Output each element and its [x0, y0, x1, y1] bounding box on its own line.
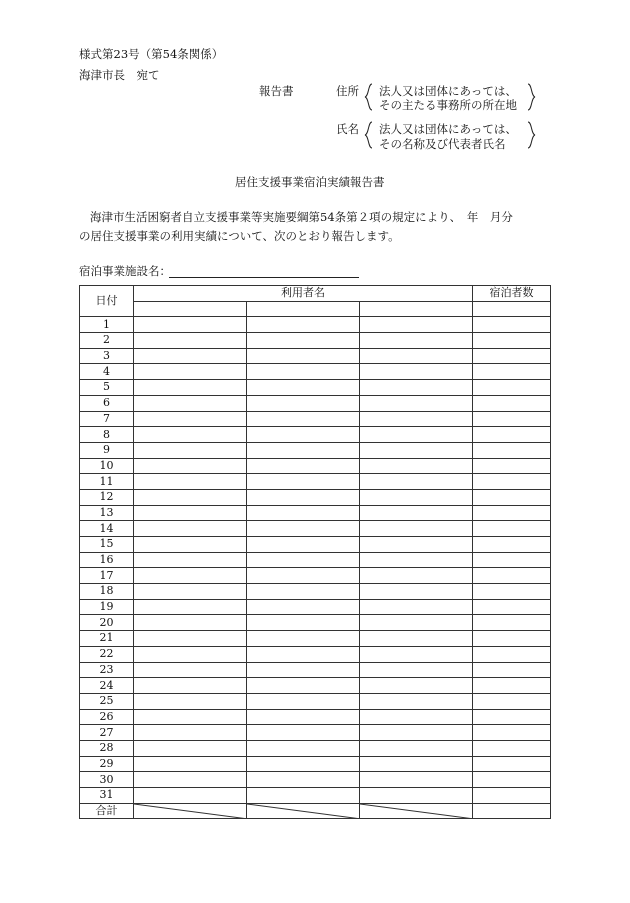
user-name-cell[interactable]: [360, 584, 473, 600]
table-row: [80, 646, 551, 662]
user-name-cell[interactable]: [247, 364, 360, 380]
user-name-cell[interactable]: [360, 411, 473, 427]
user-name-cell[interactable]: [134, 505, 247, 521]
user-name-cell[interactable]: [360, 364, 473, 380]
guest-count-cell[interactable]: [473, 380, 551, 396]
total-label: 合計: [80, 803, 134, 819]
user-name-cell[interactable]: [134, 427, 247, 443]
user-name-cell[interactable]: [360, 333, 473, 349]
addressee: 海津市長 宛て: [79, 68, 160, 82]
table-row: [80, 489, 551, 505]
address-left-brace: [364, 83, 373, 111]
guest-count-cell[interactable]: [473, 348, 551, 364]
guest-count-cell[interactable]: [473, 364, 551, 380]
user-name-cell[interactable]: [247, 615, 360, 631]
user-name-cell[interactable]: [134, 740, 247, 756]
user-name-cell[interactable]: [247, 678, 360, 694]
guest-count-cell[interactable]: [473, 584, 551, 600]
day-number: 28: [80, 740, 134, 756]
name-left-brace: [364, 121, 373, 149]
user-name-cell[interactable]: [134, 317, 247, 333]
table-row: [80, 631, 551, 647]
user-name-cell[interactable]: [360, 678, 473, 694]
user-name-cell[interactable]: [134, 772, 247, 788]
guest-count-cell[interactable]: [473, 678, 551, 694]
user-name-cell[interactable]: [247, 348, 360, 364]
table-row: [80, 584, 551, 600]
facility-name-line[interactable]: [169, 277, 359, 278]
user-name-cell[interactable]: [134, 693, 247, 709]
day-number: 23: [80, 662, 134, 678]
table-row: [80, 521, 551, 537]
day-number: 26: [80, 709, 134, 725]
user-name-cell[interactable]: [134, 709, 247, 725]
guests-subcell: [473, 301, 551, 317]
user-name-cell[interactable]: [247, 725, 360, 741]
user-name-cell[interactable]: [360, 427, 473, 443]
day-number: 22: [80, 646, 134, 662]
user-name-cell[interactable]: [360, 788, 473, 804]
address-note-2: その主たる事務所の所在地: [379, 98, 517, 112]
day-number: 27: [80, 725, 134, 741]
name-note-2: その名称及び代表者氏名: [379, 137, 506, 151]
col-users-header: 利用者名: [134, 286, 473, 302]
table-row: [80, 411, 551, 427]
guest-count-cell[interactable]: [473, 552, 551, 568]
user-name-cell[interactable]: [247, 505, 360, 521]
table-row: [80, 474, 551, 490]
day-number: 5: [80, 380, 134, 396]
user-name-cell[interactable]: [134, 521, 247, 537]
table-row: [80, 364, 551, 380]
guest-count-cell[interactable]: [473, 662, 551, 678]
guest-count-cell[interactable]: [473, 693, 551, 709]
user-name-cell[interactable]: [360, 474, 473, 490]
guest-count-cell[interactable]: [473, 474, 551, 490]
total-user-cell: [247, 803, 360, 819]
user-name-cell[interactable]: [247, 788, 360, 804]
user-name-cell[interactable]: [247, 599, 360, 615]
user-name-cell[interactable]: [134, 646, 247, 662]
user-name-cell[interactable]: [360, 458, 473, 474]
day-number: 14: [80, 521, 134, 537]
address-note-1: 法人又は団体にあっては、: [379, 84, 517, 98]
guest-count-cell[interactable]: [473, 442, 551, 458]
total-guests-cell[interactable]: [473, 803, 551, 819]
user-name-cell[interactable]: [134, 380, 247, 396]
user-name-cell[interactable]: [360, 662, 473, 678]
address-right-brace: [527, 83, 536, 111]
table-row: [80, 505, 551, 521]
user-name-cell[interactable]: [247, 740, 360, 756]
col-guests-header: 宿泊者数: [473, 286, 551, 302]
user-name-cell[interactable]: [134, 725, 247, 741]
user-name-cell[interactable]: [360, 631, 473, 647]
col-date-header: 日付: [80, 286, 134, 317]
user-name-cell[interactable]: [134, 348, 247, 364]
user-name-cell[interactable]: [360, 568, 473, 584]
user-name-cell[interactable]: [247, 772, 360, 788]
user-name-cell[interactable]: [134, 537, 247, 553]
guest-count-cell[interactable]: [473, 505, 551, 521]
user-name-cell[interactable]: [247, 427, 360, 443]
guest-count-cell[interactable]: [473, 788, 551, 804]
table-row: [80, 740, 551, 756]
total-user-cell: [134, 803, 247, 819]
table-body: [80, 317, 551, 803]
user-name-cell[interactable]: [360, 537, 473, 553]
day-number: 30: [80, 772, 134, 788]
user-name-cell[interactable]: [360, 552, 473, 568]
table-row: [80, 693, 551, 709]
user-name-cell[interactable]: [134, 395, 247, 411]
user-name-cell[interactable]: [360, 725, 473, 741]
table-row: [80, 537, 551, 553]
guest-count-cell[interactable]: [473, 489, 551, 505]
guest-count-cell[interactable]: [473, 537, 551, 553]
day-number: 1: [80, 317, 134, 333]
guest-count-cell[interactable]: [473, 772, 551, 788]
day-number: 13: [80, 505, 134, 521]
day-number: 3: [80, 348, 134, 364]
user-name-cell[interactable]: [134, 552, 247, 568]
body-line-2: の居住支援事業の利用実績について、次のとおり報告します。: [79, 229, 400, 243]
day-number: 24: [80, 678, 134, 694]
name-label: 氏名: [336, 122, 359, 136]
guest-count-cell[interactable]: [473, 411, 551, 427]
user-name-cell[interactable]: [134, 364, 247, 380]
day-number: 18: [80, 584, 134, 600]
user-name-cell[interactable]: [247, 537, 360, 553]
facility-label: 宿泊事業施設名：: [79, 264, 171, 278]
table-row: [80, 709, 551, 725]
user-name-cell[interactable]: [360, 521, 473, 537]
user-name-cell[interactable]: [134, 411, 247, 427]
user-name-cell[interactable]: [247, 756, 360, 772]
table-row: [80, 380, 551, 396]
guest-count-cell[interactable]: [473, 333, 551, 349]
user-name-cell[interactable]: [247, 693, 360, 709]
table-row: [80, 442, 551, 458]
day-number: 15: [80, 537, 134, 553]
total-row: [80, 803, 551, 819]
guest-count-cell[interactable]: [473, 521, 551, 537]
guest-count-cell[interactable]: [473, 740, 551, 756]
day-number: 11: [80, 474, 134, 490]
table-row: [80, 458, 551, 474]
users-subcell: [134, 301, 247, 317]
table-row: [80, 678, 551, 694]
user-name-cell[interactable]: [360, 772, 473, 788]
table-row: [80, 756, 551, 772]
user-name-cell[interactable]: [134, 333, 247, 349]
user-name-cell[interactable]: [247, 411, 360, 427]
user-name-cell[interactable]: [247, 474, 360, 490]
user-name-cell[interactable]: [360, 442, 473, 458]
day-number: 21: [80, 631, 134, 647]
guest-count-cell[interactable]: [473, 615, 551, 631]
table-row: [80, 725, 551, 741]
address-label: 住所: [336, 84, 359, 98]
user-name-cell[interactable]: [247, 458, 360, 474]
user-name-cell[interactable]: [247, 631, 360, 647]
user-name-cell[interactable]: [247, 521, 360, 537]
user-name-cell[interactable]: [360, 740, 473, 756]
user-name-cell[interactable]: [360, 756, 473, 772]
name-note-1: 法人又は団体にあっては、: [379, 122, 517, 136]
table-row: [80, 395, 551, 411]
total-user-cell: [360, 803, 473, 819]
user-name-cell[interactable]: [247, 568, 360, 584]
user-name-cell[interactable]: [360, 380, 473, 396]
user-name-cell[interactable]: [134, 615, 247, 631]
user-name-cell[interactable]: [134, 568, 247, 584]
users-subcell: [360, 301, 473, 317]
day-number: 17: [80, 568, 134, 584]
guest-count-cell[interactable]: [473, 646, 551, 662]
user-name-cell[interactable]: [247, 662, 360, 678]
table-row: [80, 615, 551, 631]
user-name-cell[interactable]: [247, 584, 360, 600]
user-name-cell[interactable]: [247, 646, 360, 662]
guest-count-cell[interactable]: [473, 395, 551, 411]
user-name-cell[interactable]: [134, 489, 247, 505]
day-number: 10: [80, 458, 134, 474]
guest-count-cell[interactable]: [473, 709, 551, 725]
user-name-cell[interactable]: [134, 678, 247, 694]
guest-count-cell[interactable]: [473, 458, 551, 474]
guest-count-cell[interactable]: [473, 725, 551, 741]
user-name-cell[interactable]: [134, 599, 247, 615]
user-name-cell[interactable]: [360, 599, 473, 615]
user-name-cell[interactable]: [360, 709, 473, 725]
guest-count-cell[interactable]: [473, 599, 551, 615]
user-name-cell[interactable]: [134, 788, 247, 804]
day-number: 25: [80, 693, 134, 709]
record-table: [79, 285, 551, 819]
day-number: 2: [80, 333, 134, 349]
user-name-cell[interactable]: [360, 489, 473, 505]
user-name-cell[interactable]: [360, 395, 473, 411]
document-title: 居住支援事業宿泊実績報告書: [235, 175, 385, 189]
user-name-cell[interactable]: [360, 615, 473, 631]
user-name-cell[interactable]: [247, 333, 360, 349]
day-number: 16: [80, 552, 134, 568]
user-name-cell[interactable]: [134, 584, 247, 600]
table-row: [80, 427, 551, 443]
name-right-brace: [527, 121, 536, 149]
user-name-cell[interactable]: [247, 489, 360, 505]
guest-count-cell[interactable]: [473, 317, 551, 333]
body-line-1: 海津市生活困窮者自立支援事業等実施要綱第54条第２項の規定により、 年 月分: [90, 210, 513, 224]
user-name-cell[interactable]: [360, 693, 473, 709]
day-number: 29: [80, 756, 134, 772]
table-row: [80, 552, 551, 568]
user-name-cell[interactable]: [247, 317, 360, 333]
guest-count-cell[interactable]: [473, 756, 551, 772]
table-row: [80, 348, 551, 364]
user-name-cell[interactable]: [134, 631, 247, 647]
table-row: [80, 333, 551, 349]
user-name-cell[interactable]: [247, 552, 360, 568]
table-row: [80, 317, 551, 333]
table-row: [80, 568, 551, 584]
day-number: 4: [80, 364, 134, 380]
user-name-cell[interactable]: [360, 317, 473, 333]
day-number: 9: [80, 442, 134, 458]
table-row: [80, 599, 551, 615]
user-name-cell[interactable]: [360, 646, 473, 662]
table-row: [80, 772, 551, 788]
users-subcell: [247, 301, 360, 317]
table-row: [80, 662, 551, 678]
user-name-cell[interactable]: [134, 474, 247, 490]
user-name-cell[interactable]: [360, 505, 473, 521]
user-name-cell[interactable]: [247, 442, 360, 458]
table-row: [80, 788, 551, 804]
day-number: 20: [80, 615, 134, 631]
user-name-cell[interactable]: [360, 348, 473, 364]
day-number: 8: [80, 427, 134, 443]
day-number: 19: [80, 599, 134, 615]
user-name-cell[interactable]: [134, 756, 247, 772]
guest-count-cell[interactable]: [473, 631, 551, 647]
user-name-cell[interactable]: [247, 380, 360, 396]
user-name-cell[interactable]: [247, 709, 360, 725]
user-name-cell[interactable]: [247, 395, 360, 411]
day-number: 12: [80, 489, 134, 505]
day-number: 7: [80, 411, 134, 427]
guest-count-cell[interactable]: [473, 568, 551, 584]
reporter-label: 報告書: [259, 84, 294, 98]
guest-count-cell[interactable]: [473, 427, 551, 443]
user-name-cell[interactable]: [134, 662, 247, 678]
day-number: 6: [80, 395, 134, 411]
day-number: 31: [80, 788, 134, 804]
form-number: 様式第23号（第54条関係）: [79, 47, 224, 61]
user-name-cell[interactable]: [134, 442, 247, 458]
user-name-cell[interactable]: [134, 458, 247, 474]
